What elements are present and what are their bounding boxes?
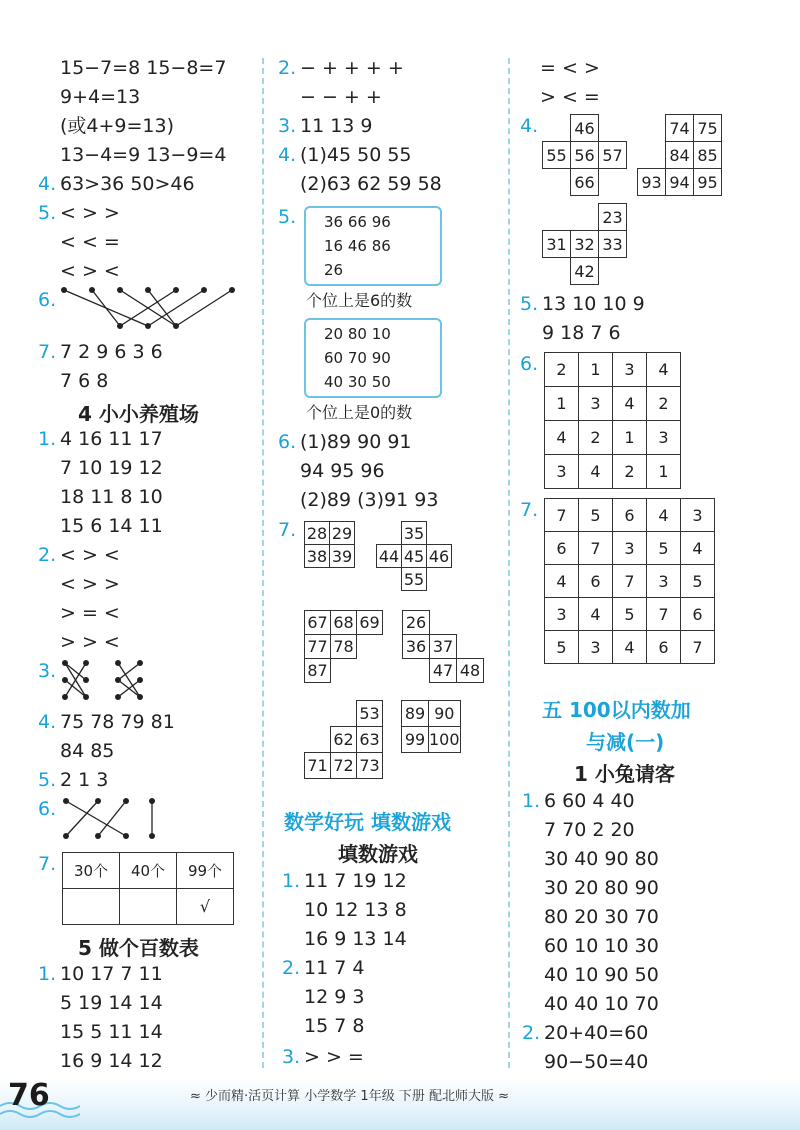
question-number: 7. [278, 519, 297, 541]
grid-cell: 85 [694, 142, 722, 169]
grid-cell: 46 [571, 115, 599, 142]
answer-line: 10 12 13 8 [304, 899, 407, 921]
answer-line: > > < [60, 631, 120, 653]
grid-cell: 2 [647, 387, 681, 421]
grid-cell: 1 [613, 421, 647, 455]
answer-line: 16 9 14 12 [60, 1050, 163, 1072]
column-divider [262, 58, 264, 1068]
grid-empty [430, 611, 457, 635]
box-line: 60 70 90 [324, 349, 391, 367]
question-number: 6. [520, 353, 539, 375]
grid-empty [331, 701, 357, 727]
grid-cell: 4 [613, 631, 647, 664]
grid-empty [571, 204, 599, 231]
grid-cell: 68 [331, 611, 357, 635]
question-number: 5. [278, 206, 297, 228]
answer-line: 10 17 7 11 [60, 963, 163, 985]
grid-cell: 46 [427, 545, 452, 568]
grid-cell: 31 [543, 231, 571, 258]
question-number: 2. [522, 1022, 541, 1044]
grid-empty [638, 115, 666, 142]
number-grid [637, 114, 722, 196]
table-cell [120, 889, 177, 925]
grid-cell: 7 [579, 532, 613, 565]
answer-line: 30 20 80 90 [544, 877, 659, 899]
grid-cell: 42 [571, 258, 599, 285]
question-number: 4. [38, 173, 57, 195]
answer-line: 63>36 50>46 [60, 173, 195, 195]
unit-title: 与减(一) [586, 730, 665, 754]
grid-empty [357, 659, 383, 683]
answer-line: (1)89 90 91 [300, 431, 412, 453]
grid-cell: 47 [430, 659, 457, 683]
grid-cell: 5 [579, 499, 613, 532]
number-grid [304, 700, 383, 779]
grid-cell: 99 [402, 727, 429, 753]
grid-empty [377, 522, 402, 545]
box-line: 20 80 10 [324, 325, 391, 343]
question-number: 6. [278, 431, 297, 453]
grid-cell: 35 [402, 522, 427, 545]
grid-cell: 93 [638, 169, 666, 196]
grid-cell: 4 [579, 455, 613, 489]
grid-cell: 7 [613, 565, 647, 598]
question-number: 2. [282, 957, 301, 979]
question-number: 7. [38, 341, 57, 363]
question-number: 4. [38, 711, 57, 733]
grid-cell: 69 [357, 611, 383, 635]
answer-line: 7 10 19 12 [60, 457, 163, 479]
answer-line: < > > [60, 573, 120, 595]
grid-cell: 32 [571, 231, 599, 258]
answer-line: 30 40 90 80 [544, 848, 659, 870]
answer-line: − − + + [300, 86, 382, 108]
answer-line: 11 13 9 [300, 115, 373, 137]
table-header: 40个 [120, 853, 177, 889]
grid-cell: 7 [545, 499, 579, 532]
grid-cell: 5 [681, 565, 715, 598]
answer-line: = < > [540, 57, 600, 79]
answer-line: 11 7 4 [304, 957, 365, 979]
grid-cell: 1 [579, 353, 613, 387]
answer-line: 75 78 79 81 [60, 711, 175, 733]
grid-cell: 55 [402, 568, 427, 591]
grid-empty [599, 258, 627, 285]
answer-line: (或4+9=13) [60, 115, 175, 137]
answer-line: < > > [60, 202, 120, 224]
grid-cell: 90 [429, 701, 461, 727]
question-number: 6. [38, 798, 57, 820]
cross-lines-diagram [60, 658, 160, 702]
grid-cell: 74 [666, 115, 694, 142]
grid-cell: 55 [543, 142, 571, 169]
question-number: 4. [278, 144, 297, 166]
answer-line: (2)63 62 59 58 [300, 173, 442, 195]
grid-cell: 4 [545, 565, 579, 598]
number-grid [304, 521, 355, 568]
grid-cell: 84 [666, 142, 694, 169]
answer-line: 11 7 19 12 [304, 870, 407, 892]
grid-empty [543, 258, 571, 285]
matching-lines-diagram [58, 284, 238, 334]
answer-line: 9+4=13 [60, 86, 141, 108]
answer-line: > < = [540, 86, 600, 108]
matching-lines-diagram [60, 796, 160, 842]
answer-line: 9 18 7 6 [542, 322, 621, 344]
answer-line: 7 2 9 6 3 6 [60, 341, 163, 363]
grid-cell: 3 [579, 387, 613, 421]
grid-cell: 6 [681, 598, 715, 631]
column-divider [508, 58, 510, 1068]
grid-cell: 63 [357, 727, 383, 753]
number-square [544, 352, 681, 489]
question-number: 5. [520, 293, 539, 315]
answer-line: 80 20 30 70 [544, 906, 659, 928]
answer-line: < > < [60, 260, 120, 282]
grid-cell: 48 [457, 659, 484, 683]
question-number: 3. [38, 660, 57, 682]
grid-cell: 87 [305, 659, 331, 683]
answer-line: 16 9 13 14 [304, 928, 407, 950]
grid-cell: 62 [331, 727, 357, 753]
answer-line: 13−4=9 13−9=4 [60, 144, 227, 166]
grid-cell: 100 [429, 727, 461, 753]
answer-line: (2)89 (3)91 93 [300, 489, 439, 511]
grid-empty [305, 701, 331, 727]
question-number: 6. [38, 289, 57, 311]
question-number: 1. [38, 963, 57, 985]
answer-line: 15 5 11 14 [60, 1021, 163, 1043]
grid-cell: 5 [647, 532, 681, 565]
box-caption: 个位上是0的数 [306, 403, 413, 422]
answer-line: < > < [60, 544, 120, 566]
question-number: 2. [38, 544, 57, 566]
grid-cell: 72 [331, 753, 357, 779]
grid-cell: 53 [357, 701, 383, 727]
answer-line: 5 19 14 14 [60, 992, 163, 1014]
grid-cell: 3 [613, 353, 647, 387]
number-grid [376, 521, 452, 591]
grid-cell: 1 [647, 455, 681, 489]
number-grid [401, 700, 461, 753]
sub-title: 填数游戏 [338, 842, 418, 866]
answer-line: < < = [60, 231, 120, 253]
section-title: 5 做个百数表 [78, 936, 199, 960]
grid-empty [543, 115, 571, 142]
grid-cell: 57 [599, 142, 627, 169]
page-number: 76 [8, 1078, 50, 1113]
question-number: 1. [38, 428, 57, 450]
grid-cell: 4 [545, 421, 579, 455]
answer-line: > = < [60, 602, 120, 624]
number-square [544, 498, 715, 664]
grid-cell: 3 [647, 565, 681, 598]
grid-cell: 29 [330, 522, 355, 545]
answer-line: 12 9 3 [304, 986, 365, 1008]
question-number: 7. [520, 499, 539, 521]
grid-cell: 56 [571, 142, 599, 169]
grid-cell: 3 [681, 499, 715, 532]
footer-text: ≈ 少而精·活页计算 小学数学 1年级 下册 配北师大版 ≈ [190, 1089, 509, 1104]
grid-empty [599, 115, 627, 142]
grid-cell: 3 [613, 532, 647, 565]
table-header: 99个 [177, 853, 234, 889]
question-number: 7. [38, 853, 57, 875]
grid-cell: 28 [305, 522, 330, 545]
answer-line: 94 95 96 [300, 460, 385, 482]
number-grid [542, 203, 627, 285]
answer-line: 18 11 8 10 [60, 486, 163, 508]
number-grid [304, 610, 383, 683]
answer-line: 13 10 10 9 [542, 293, 645, 315]
question-number: 1. [522, 790, 541, 812]
grid-cell: 89 [402, 701, 429, 727]
answer-line: − + + + + [300, 57, 404, 79]
grid-cell: 2 [579, 421, 613, 455]
grid-empty [457, 635, 484, 659]
answer-line: 15−7=8 15−8=7 [60, 57, 227, 79]
grid-empty [305, 727, 331, 753]
grid-empty [403, 659, 430, 683]
question-number: 5. [38, 769, 57, 791]
grid-cell: 36 [403, 635, 430, 659]
grid-cell: 2 [613, 455, 647, 489]
grid-empty [543, 169, 571, 196]
answer-line: 90−50=40 [544, 1051, 649, 1073]
grid-cell: 26 [403, 611, 430, 635]
grid-cell: 23 [599, 204, 627, 231]
answer-line: 60 10 10 30 [544, 935, 659, 957]
grid-cell: 45 [402, 545, 427, 568]
section-title: 数学好玩 填数游戏 [284, 810, 451, 834]
grid-empty [357, 635, 383, 659]
grid-cell: 33 [599, 231, 627, 258]
grid-cell: 67 [305, 611, 331, 635]
answer-line: > > = [304, 1046, 364, 1068]
box-line: 36 66 96 [324, 213, 391, 231]
grid-cell: 3 [579, 631, 613, 664]
answer-line: 6 60 4 40 [544, 790, 635, 812]
grid-cell: 39 [330, 545, 355, 568]
grid-cell: 38 [305, 545, 330, 568]
grid-cell: 77 [305, 635, 331, 659]
question-number: 4. [520, 115, 539, 137]
grid-cell: 3 [545, 455, 579, 489]
answer-line: 40 40 10 70 [544, 993, 659, 1015]
question-number: 3. [282, 1046, 301, 1068]
grid-cell: 6 [545, 532, 579, 565]
grid-cell: 6 [647, 631, 681, 664]
answer-line: 7 6 8 [60, 370, 109, 392]
answer-line: (1)45 50 55 [300, 144, 412, 166]
grid-cell: 3 [545, 598, 579, 631]
grid-cell: 5 [545, 631, 579, 664]
grid-cell: 4 [613, 387, 647, 421]
grid-empty [457, 611, 484, 635]
grid-empty [331, 659, 357, 683]
grid-cell: 44 [377, 545, 402, 568]
grid-cell: 6 [579, 565, 613, 598]
grid-cell: 7 [681, 631, 715, 664]
grid-cell: 2 [545, 353, 579, 387]
question-number: 1. [282, 870, 301, 892]
grid-cell: 75 [694, 115, 722, 142]
answer-line: 7 70 2 20 [544, 819, 635, 841]
box-line: 40 30 50 [324, 373, 391, 391]
answer-table [62, 852, 234, 925]
grid-empty [599, 169, 627, 196]
answer-line: 2 1 3 [60, 769, 109, 791]
grid-cell: 4 [647, 353, 681, 387]
grid-cell: 78 [331, 635, 357, 659]
grid-empty [377, 568, 402, 591]
grid-cell: 66 [571, 169, 599, 196]
box-caption: 个位上是6的数 [306, 291, 413, 310]
grid-cell: 4 [681, 532, 715, 565]
table-cell [63, 889, 120, 925]
question-number: 3. [278, 115, 297, 137]
answer-line: 15 7 8 [304, 1015, 365, 1037]
question-number: 2. [278, 57, 297, 79]
grid-empty [427, 568, 452, 591]
unit-title: 五 100以内数加 [542, 698, 691, 722]
grid-empty [638, 142, 666, 169]
grid-empty [543, 204, 571, 231]
grid-cell: 1 [545, 387, 579, 421]
grid-cell: 7 [647, 598, 681, 631]
table-header: 30个 [63, 853, 120, 889]
grid-cell: 4 [647, 499, 681, 532]
grid-cell: 73 [357, 753, 383, 779]
grid-cell: 4 [579, 598, 613, 631]
number-grid [402, 610, 484, 683]
number-grid [542, 114, 627, 196]
grid-cell: 95 [694, 169, 722, 196]
check-mark: √ [177, 889, 234, 925]
question-number: 5. [38, 202, 57, 224]
box-line: 26 [324, 261, 344, 279]
answer-line: 84 85 [60, 740, 115, 762]
lesson-title: 1 小兔请客 [574, 762, 675, 786]
grid-cell: 94 [666, 169, 694, 196]
answer-line: 40 10 90 50 [544, 964, 659, 986]
grid-cell: 37 [430, 635, 457, 659]
grid-cell: 5 [613, 598, 647, 631]
section-title: 4 小小养殖场 [78, 402, 199, 426]
answer-line: 15 6 14 11 [60, 515, 163, 537]
answer-line: 20+40=60 [544, 1022, 649, 1044]
grid-cell: 6 [613, 499, 647, 532]
grid-empty [427, 522, 452, 545]
grid-cell: 3 [647, 421, 681, 455]
answer-line: 4 16 11 17 [60, 428, 163, 450]
grid-cell: 71 [305, 753, 331, 779]
box-line: 16 46 86 [324, 237, 391, 255]
